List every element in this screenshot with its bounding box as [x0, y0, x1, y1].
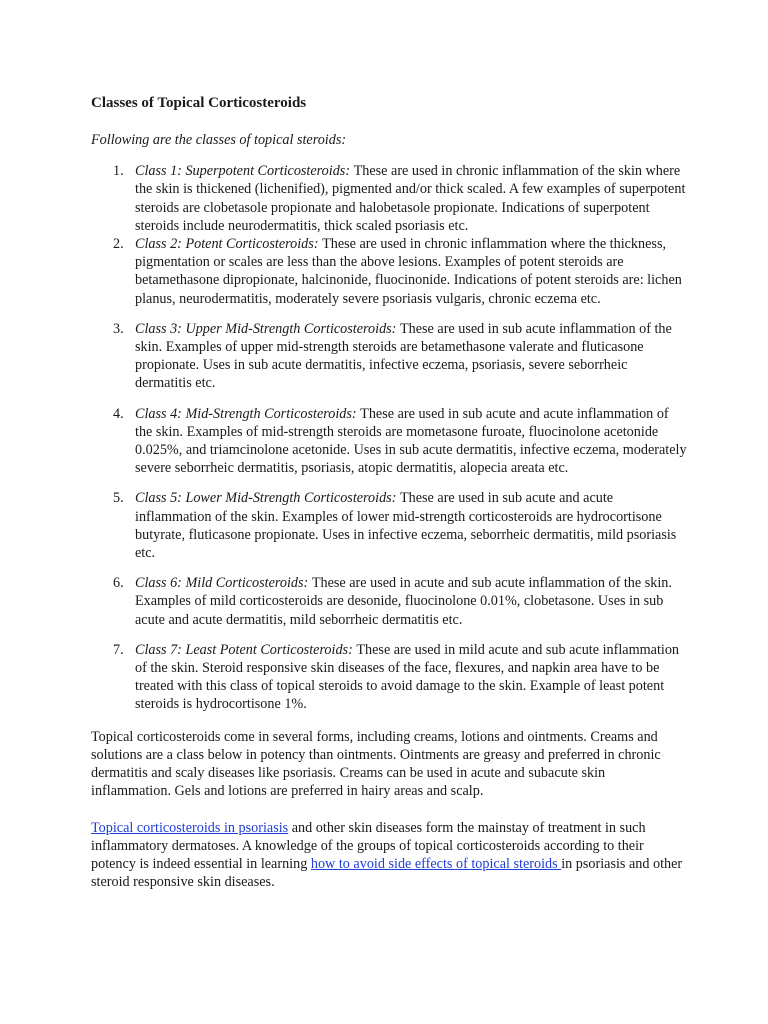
class-name: Class 3: Upper Mid-Strength Corticosteroids:: [135, 320, 400, 337]
class-description: These are used in chronic inflammation where the thickness, pigmentation or scales are less than the above lesions. Examples of potent steroids are betamethasone dipropionate, halcinonide, fluocinonide. Indications of potent steroids are: lichen planus, neurodermatitis, moderately severe psoriasis vulgaris, chronic eczema etc.: [135, 236, 682, 307]
list-number: 4.: [113, 405, 124, 422]
side-effects-link[interactable]: how to avoid side effects of topical steroids: [310, 855, 562, 872]
class-description: These are used in sub acute and acute inflammation of the skin. Examples of lower mid-strength corticosteroids are hydrocortisone butyrate, fluticasone propionate. Uses in infective eczema, seborrheic dermatitis, mild psoriasis etc.: [135, 490, 677, 562]
class-description: These are used in sub acute and acute inflammation of the skin. Examples of mid-strength steroids are mometasone furoate, fluocinolone acetonide 0.025%, and triamcinolone acetonide. Uses in sub acute dermatitis, infective eczema, moderately severe seborrheic dermatitis, psoriasis, atopic dermatitis, alopecia areata etc.: [135, 405, 687, 477]
class-description: These are used in chronic inflammation of the skin where the skin is thickened (lichenified), pigmented and/or thick scaled. A few examples of superpotent steroids are clobetasole propionate and halobetasole propionate. Indications of superpotent steroids include neurodermatitis, thick scaled psoriasis etc.: [135, 163, 686, 234]
list-item: [91, 162, 687, 235]
list-number: 3.: [113, 320, 124, 337]
document-page: [91, 93, 687, 891]
class-description: These are used in sub acute inflammation of the skin. Examples of upper mid-strength steroids are betamethasone valerate and fluticasone propionate. Uses in sub acute dermatitis, infective eczema, psoriasis, severe seborrheic dermatitis etc.: [135, 320, 672, 392]
class-name: Class 1: Superpotent Corticosteroids:: [135, 163, 354, 180]
class-name: Class 6: Mild Corticosteroids:: [135, 575, 312, 592]
class-name: Class 5: Lower Mid-Strength Corticosteroids:: [135, 490, 400, 507]
list-number: 2.: [113, 236, 124, 253]
class-description: These are used in acute and sub acute inflammation of the skin. Examples of mild corticosteroids are desonide, fluocinolone 0.01%, clobetasone. Uses in sub acute and acute dermatitis, mild seborrheic dermatitis etc.: [135, 575, 672, 628]
class-name: Class 2: Potent Corticosteroids:: [135, 236, 323, 253]
list-item: [91, 320, 687, 393]
list-item: [91, 489, 687, 562]
closing-paragraph: [91, 819, 687, 892]
class-name: Class 4: Mid-Strength Corticosteroids:: [135, 405, 361, 422]
list-number: 6.: [113, 575, 124, 592]
document-title: Classes of Topical Corticosteroids: [91, 95, 307, 111]
closing-text-2: in psoriasis and other steroid responsive skin diseases.: [91, 855, 683, 891]
list-item: [91, 405, 687, 478]
list-number: 5.: [113, 490, 124, 507]
list-number: 1.: [113, 163, 124, 180]
list-item: [91, 574, 687, 629]
closing-text-1: and other skin diseases form the mainstay of treatment in such inflammatory dermatoses. A knowledge of the groups of topical corticosteroids according to their potency is indeed essential in learning: [91, 819, 646, 872]
intro-text: Following are the classes of topical steroids:: [91, 132, 347, 148]
class-description: These are used in mild acute and sub acute inflammation of the skin. Steroid responsive skin diseases of the face, flexures, and napkin area have to be treated with this class of topical steroids to avoid damage to the skin. Example of least potent steroids is hydrocortisone 1%.: [135, 641, 680, 713]
list-number: 7.: [113, 641, 124, 658]
class-name: Class 7: Least Potent Corticosteroids:: [135, 641, 357, 658]
classes-list: [91, 162, 687, 713]
list-item: [91, 235, 687, 308]
forms-paragraph: Topical corticosteroids come in several forms, including creams, lotions and ointments. Creams and solutions are a class below in potency than ointments. Ointments are greasy and preferred in chronic dermatitis and scaly diseases like psoriasis. Creams can be used in acute and subacute skin inflammation. Gels and lotions are preferred in hairy areas and scalp.: [91, 728, 661, 800]
list-item: [91, 641, 687, 714]
psoriasis-link[interactable]: Topical corticosteroids in psoriasis: [91, 819, 289, 836]
